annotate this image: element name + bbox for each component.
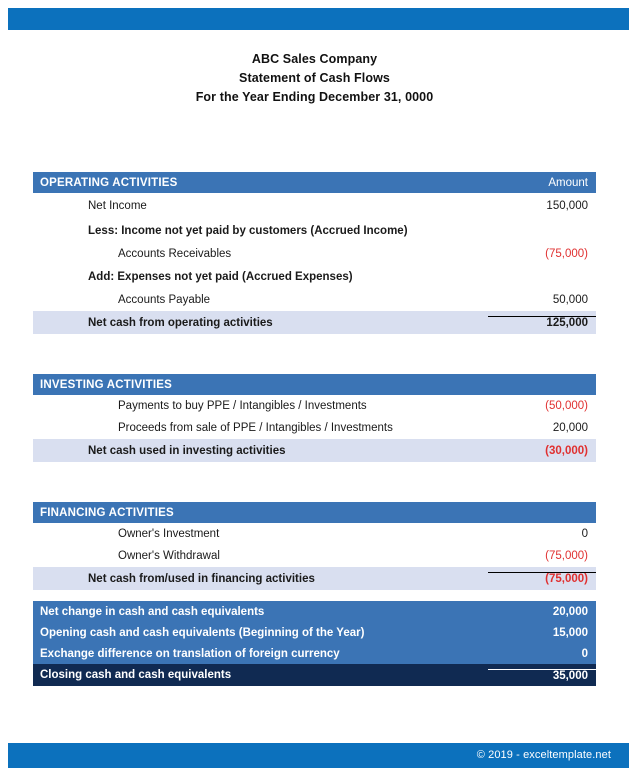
title-line-statement: Statement of Cash Flows [239, 71, 390, 85]
document-title-block [0, 50, 629, 107]
row-amount: 150,000 [546, 200, 588, 212]
subtotal-amount: (30,000) [545, 444, 588, 457]
row-label: Accounts Payable [118, 294, 211, 306]
section-header-financing-label: FINANCING ACTIVITIES [40, 506, 174, 519]
section-header-operating-label: OPERATING ACTIVITIES [40, 176, 178, 189]
summary-amount: 0 [581, 647, 588, 660]
table-row [33, 545, 596, 567]
row-label: Proceeds from sale of PPE / Intangibles / Investments [118, 422, 393, 434]
subtotal-row-operating [33, 311, 596, 334]
summary-label: Opening cash and cash equivalents (Beginning of the Year) [40, 626, 365, 639]
summary-label: Net change in cash and cash equivalents [40, 605, 265, 618]
summary-row [33, 622, 596, 643]
column-header-amount: Amount [548, 176, 588, 189]
summary-amount: 20,000 [552, 605, 588, 618]
title-line-company: ABC Sales Company [251, 52, 378, 66]
section-financing-activities [33, 502, 596, 590]
closing-balance-label: Closing cash and cash equivalents [40, 669, 232, 681]
section-header-financing [33, 502, 596, 523]
subtotal-row-financing [33, 567, 596, 590]
footer-copyright: © 2019 - exceltemplate.net [476, 749, 611, 761]
row-amount: 50,000 [552, 294, 588, 306]
subtotal-label: Net cash from/used in financing activities [88, 572, 315, 585]
row-label: Accounts Receivables [118, 248, 232, 260]
closing-balance-amount: 35,000 [488, 669, 596, 682]
table-row [33, 395, 596, 417]
section-investing-activities [33, 374, 596, 462]
table-row [33, 289, 596, 311]
table-row [33, 193, 596, 219]
row-amount: (50,000) [545, 400, 588, 412]
row-amount: (75,000) [545, 248, 588, 260]
subtotal-amount: (75,000) [488, 572, 596, 585]
subtotal-label: Net cash used in investing activities [88, 444, 286, 457]
section-cash-summary [33, 601, 596, 686]
subtotal-amount: 125,000 [488, 316, 596, 329]
summary-row [33, 601, 596, 622]
section-header-investing-label: INVESTING ACTIVITIES [40, 378, 173, 391]
row-amount: 20,000 [552, 422, 588, 434]
row-label: Net Income [88, 200, 147, 212]
closing-balance-row [33, 664, 596, 686]
table-row [33, 265, 596, 289]
summary-row [33, 643, 596, 664]
section-spacer [33, 462, 596, 502]
subtotal-label: Net cash from operating activities [88, 316, 273, 329]
row-amount: 0 [581, 528, 588, 540]
table-row [33, 417, 596, 439]
summary-amount: 15,000 [552, 626, 588, 639]
summary-label: Exchange difference on translation of foreign currency [40, 647, 340, 660]
row-label: Add: Expenses not yet paid (Accrued Expenses) [88, 271, 353, 283]
section-header-investing [33, 374, 596, 395]
table-row [33, 523, 596, 545]
row-label: Payments to buy PPE / Intangibles / Investments [118, 400, 367, 412]
section-spacer [33, 590, 596, 601]
subtotal-row-investing [33, 439, 596, 462]
table-row [33, 243, 596, 265]
row-label: Less: Income not yet paid by customers (Accrued Income) [88, 225, 408, 237]
statement-table [33, 172, 596, 686]
section-operating-activities [33, 172, 596, 334]
title-line-period: For the Year Ending December 31, 0000 [195, 90, 434, 104]
row-label: Owner's Investment [118, 528, 220, 540]
top-brand-bar [8, 8, 629, 30]
table-row [33, 219, 596, 243]
row-amount: (75,000) [545, 550, 588, 562]
section-spacer [33, 334, 596, 374]
section-header-operating [33, 172, 596, 193]
row-label: Owner's Withdrawal [118, 550, 220, 562]
